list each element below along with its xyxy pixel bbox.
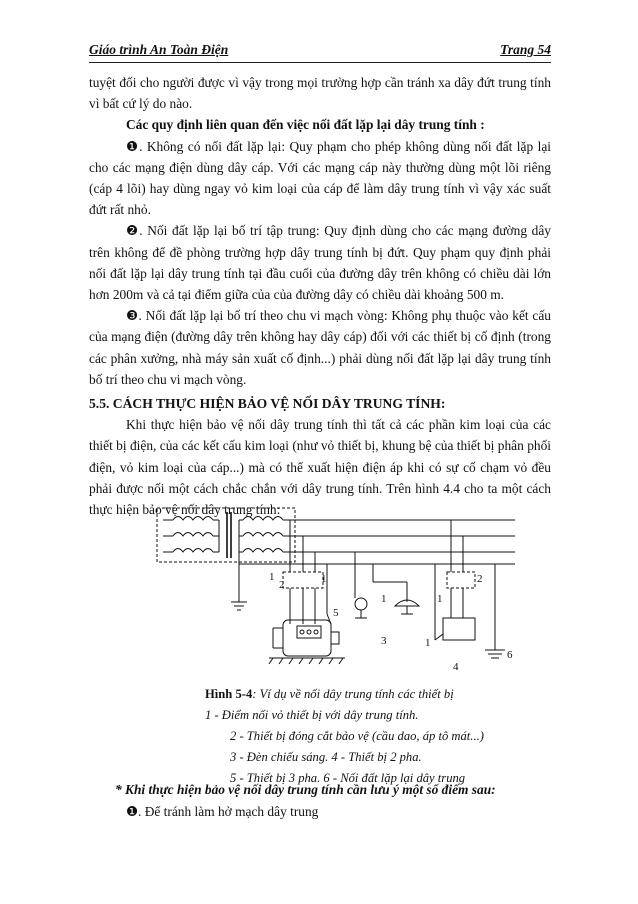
bullet-3-icon: ❸ [126,308,139,324]
light-bulb-icon [355,598,367,610]
paragraph: ❸. Nối đất lặp lại bố trí theo chu vi mạch vòng: Không phụ thuộc vào kết cấu của mạng điện (đường dây trên không hay dây cáp) đối với các thiết bị cố định (trong các phân xưởng, nhà máy sản xuất cố định...) phải dùng nối đất lặp lại dây trung tính bố trí theo chu vi mạch vòng. [89,308,551,387]
figure-caption [205,684,515,789]
paragraph: ❶. Để tránh làm hở mạch dây trung [126,804,319,819]
book-title: Giáo trình An Toàn Điện [89,42,229,57]
paragraph: ❶. Không có nối đất lặp lại: Quy phạm cho phép không dùng nối đất lặp lại cho các mạng điện dùng dây cáp. Với các mạng cáp này thường dùng một lõi riêng (cáp 4 lõi) hay dùng ngay vỏ kim loại của cáp để làm dây trung tính vì vậy xác suất đứt rất nhỏ. [89,138,551,218]
legend-line: 2 - Thiết bị đóng cắt bảo vệ (cầu dao, áp tô mát...) [230,729,484,743]
body-text [89,72,551,520]
fig-label: 2 [279,579,285,591]
bullet-2-icon: ❷ [126,223,140,239]
legend-line: 3 - Đèn chiếu sáng. 4 - Thiết bị 2 pha. [230,750,422,764]
page-header [89,40,551,63]
primary-coil-icon [163,517,219,553]
figure-number: Hình 5-4 [205,687,253,701]
paragraph: ❷. Nối đất lặp lại bố trí tập trung: Quy định dùng cho các mạng đường dây trên không để đề phòng trường hợp dây trung tính bị đứt. Quy phạm quy định phải nối đất lặp lại dây trung tính tại đầu cuối của đường dây trên không có chiều dài lớn hơn 200m và cả tại điểm giữa của của đường dây có chiều dài khoảng 500 m. [89,223,551,303]
fig-label: 1 [437,593,443,605]
fig-label: 1 [321,573,327,585]
fig-label: 1 [425,637,431,649]
fig-label: 4 [453,661,459,673]
paragraph: tuyệt đối cho người được vì vậy trong mọi trường hợp cần tránh xa dây đứt trung tính vì bất cứ lý do nào. [89,75,551,112]
fig-label: 6 [507,649,513,661]
bullet-1-icon: ❶ [126,138,140,154]
section-heading: 5.5. CÁCH THỰC HIỆN BẢO VỆ NỐI DÂY TRUNG TÍNH: [89,396,446,412]
paragraph: Khi thực hiện bảo vệ nối dây trung tính thì tất cả các phần kim loại của các thiết bị điện, của các kết cấu kim loại (như vỏ thiết bị, khung bệ của thiết bị phân phối điện, vỏ kim loại của cáp...) mà có thể xuất hiện điện áp khi có sự cố chạm vỏ đều phải được nối một cách chắc chắn với dây trung tính. Trên hình 4.4 cho ta một cách thực hiện bảo vệ nối dây trung tính: [89,417,551,518]
subheading: Các quy định liên quan đến việc nối đất lặp lại dây trung tính : [126,117,485,133]
fig-label: 2 [477,573,483,585]
note-heading: * Khi thực hiện bảo vệ nối dây trung tính cần lưu ý một số điểm sau: [115,782,496,797]
fig-label: 1 [381,593,387,605]
circuit-diagram [155,506,515,676]
page-number: Trang 54 [500,42,551,57]
fig-label: 1 [269,571,275,583]
fig-label: 5 [333,607,339,619]
legend-line: 1 - Điểm nối vỏ thiết bị với dây trung tính. [205,708,419,722]
bullet-1-icon: ❶ [126,804,139,819]
two-phase-device-icon [443,618,475,640]
fig-label: 3 [381,635,387,647]
secondary-coil-icon [239,517,283,589]
figure-title: : Ví dụ về nối dây trung tính các thiết bị [252,687,454,701]
legend-line: 5 - Thiết bị 3 pha. 6 - Nối đất lặp lại dây trung [230,771,466,785]
